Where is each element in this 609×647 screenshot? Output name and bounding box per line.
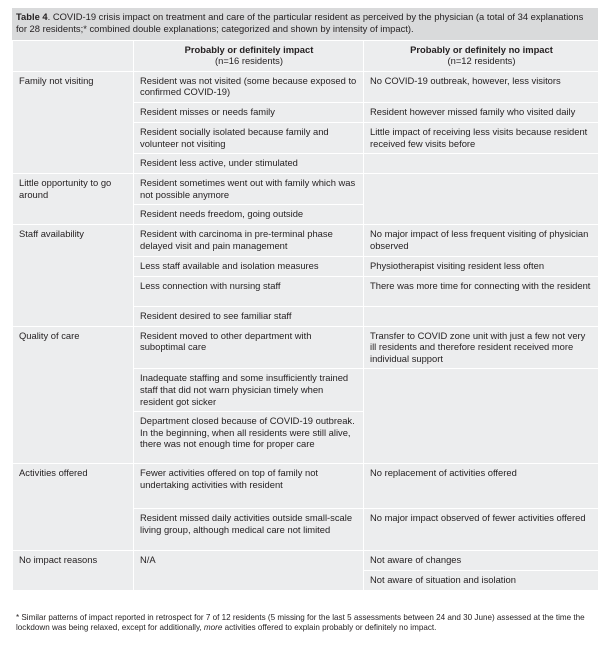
table-row bbox=[13, 174, 599, 205]
impact-cell: Resident missed daily activities outside small-scale living group, although medical care not limited bbox=[134, 509, 364, 551]
impact-cell: Resident less active, under stimulated bbox=[134, 154, 364, 174]
no-impact-cell: Not aware of changes bbox=[364, 551, 599, 571]
category-cell: No impact reasons bbox=[13, 551, 134, 591]
footnote-text-start: * Similar patterns of impact reported in retrospect for 7 of 12 residents (5 missing for the last 5 assessments between 24 and 30 June) assessed at the time the lockdown was being relaxed, except for additionally, bbox=[16, 613, 585, 632]
impact-cell: N/A bbox=[134, 551, 364, 591]
impact-cell: Fewer activities offered on top of family not undertaking activities with resident bbox=[134, 464, 364, 509]
no-impact-cell: Transfer to COVID zone unit with just a few not very ill residents and therefore resident received more individual support bbox=[364, 326, 599, 369]
no-impact-cell: Little impact of receiving less visits because resident received few visits before bbox=[364, 123, 599, 154]
no-impact-cell bbox=[364, 306, 599, 326]
category-cell: Activities offered bbox=[13, 464, 134, 551]
impact-cell: Less staff available and isolation measures bbox=[134, 256, 364, 276]
impact-cell: Inadequate staffing and some insufficiently trained staff that did not warn physician timely when resident got sicker bbox=[134, 369, 364, 412]
impact-cell: Resident moved to other department with suboptimal care bbox=[134, 326, 364, 369]
impact-cell: Resident sometimes went out with family which was not possible anymore bbox=[134, 174, 364, 205]
table-row bbox=[13, 71, 599, 102]
impact-cell: Resident needs freedom, going outside bbox=[134, 205, 364, 225]
impact-cell: Resident desired to see familiar staff bbox=[134, 306, 364, 326]
no-impact-cell bbox=[364, 174, 599, 225]
no-impact-cell bbox=[364, 154, 599, 174]
table-label: Table 4 bbox=[16, 11, 48, 22]
no-impact-cell: No replacement of activities offered bbox=[364, 464, 599, 509]
no-impact-cell: Physiotherapist visiting resident less often bbox=[364, 256, 599, 276]
impact-table bbox=[12, 40, 599, 591]
no-impact-cell: No COVID-19 outbreak, however, less visitors bbox=[364, 71, 599, 102]
no-impact-cell: No major impact observed of fewer activities offered bbox=[364, 509, 599, 551]
impact-cell: Less connection with nursing staff bbox=[134, 276, 364, 306]
no-impact-cell: Not aware of situation and isolation bbox=[364, 571, 599, 591]
header-no-impact-title: Probably or definitely no impact bbox=[410, 44, 553, 55]
header-no-impact-sub: (n=12 residents) bbox=[447, 55, 516, 67]
table-footnote bbox=[16, 613, 600, 633]
category-cell: Quality of care bbox=[13, 326, 134, 464]
impact-cell: Resident socially isolated because family and volunteer not visiting bbox=[134, 123, 364, 154]
table-caption bbox=[12, 8, 598, 40]
header-no-impact bbox=[364, 41, 599, 72]
no-impact-cell: There was more time for connecting with the resident bbox=[364, 276, 599, 306]
table-row bbox=[13, 326, 599, 369]
no-impact-cell: No major impact of less frequent visiting of physician observed bbox=[364, 225, 599, 256]
table-row bbox=[13, 225, 599, 256]
impact-cell: Resident with carcinoma in pre-terminal phase delayed visit and pain management bbox=[134, 225, 364, 256]
table-row bbox=[13, 464, 599, 509]
category-cell: Family not visiting bbox=[13, 71, 134, 173]
footnote-text-end: activities offered to explain probably or definitely no impact. bbox=[222, 623, 437, 632]
no-impact-cell bbox=[364, 369, 599, 464]
table-row bbox=[13, 551, 599, 571]
category-cell: Staff availability bbox=[13, 225, 134, 326]
footnote-emphasis: more bbox=[203, 623, 223, 632]
header-impact-title: Probably or definitely impact bbox=[184, 44, 314, 55]
header-row bbox=[13, 41, 599, 72]
header-impact-sub: (n=16 residents) bbox=[214, 55, 283, 67]
impact-cell: Department closed because of COVID-19 outbreak. In the beginning, when all residents were still alive, there was not enough time for proper care bbox=[134, 412, 364, 464]
impact-cell: Resident misses or needs family bbox=[134, 103, 364, 123]
table-container bbox=[12, 8, 598, 591]
table-caption-text: . COVID-19 crisis impact on treatment and care of the particular resident as perceived by the physician (a total of 34 explanations for 28 residents;* combined double explanations; categorized and shown by intensity of impact). bbox=[16, 11, 584, 34]
header-category bbox=[13, 41, 134, 72]
category-cell: Little opportunity to go around bbox=[13, 174, 134, 225]
header-impact bbox=[134, 41, 364, 72]
impact-cell: Resident was not visited (some because exposed to confirmed COVID-19) bbox=[134, 71, 364, 102]
no-impact-cell: Resident however missed family who visited daily bbox=[364, 103, 599, 123]
